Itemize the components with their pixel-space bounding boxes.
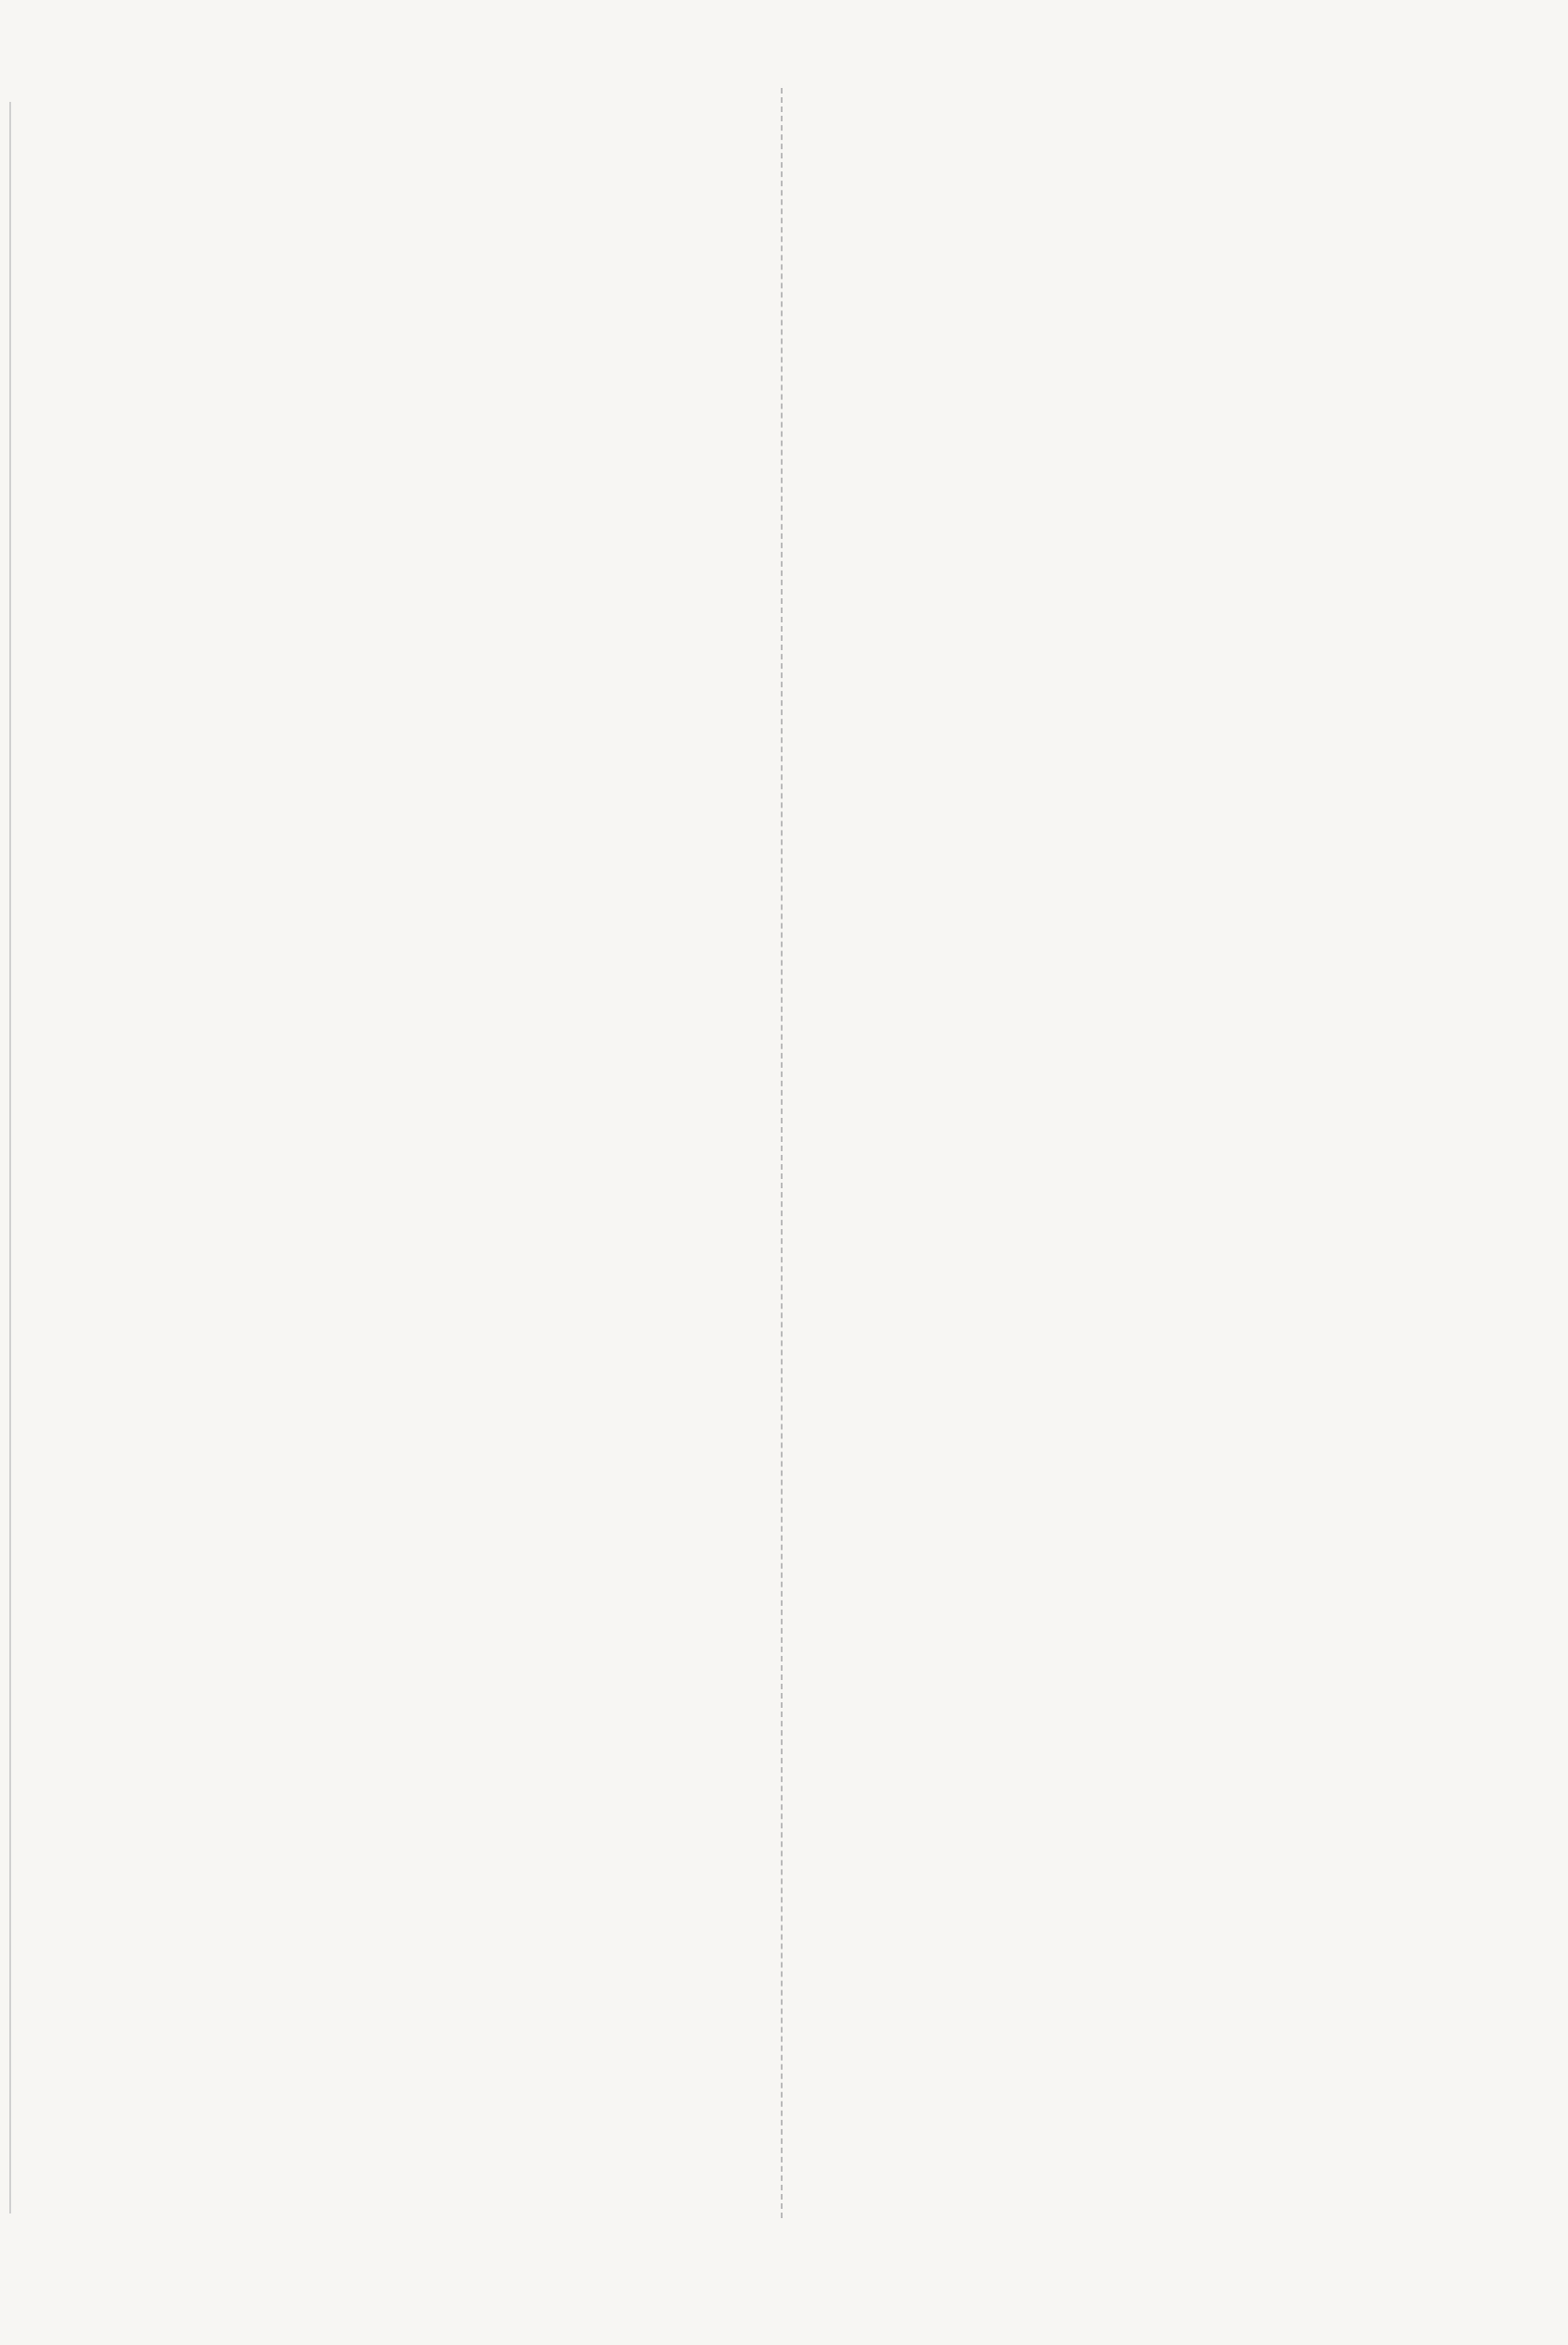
left-edge-line (9, 102, 11, 2213)
column-divider (781, 88, 783, 2218)
